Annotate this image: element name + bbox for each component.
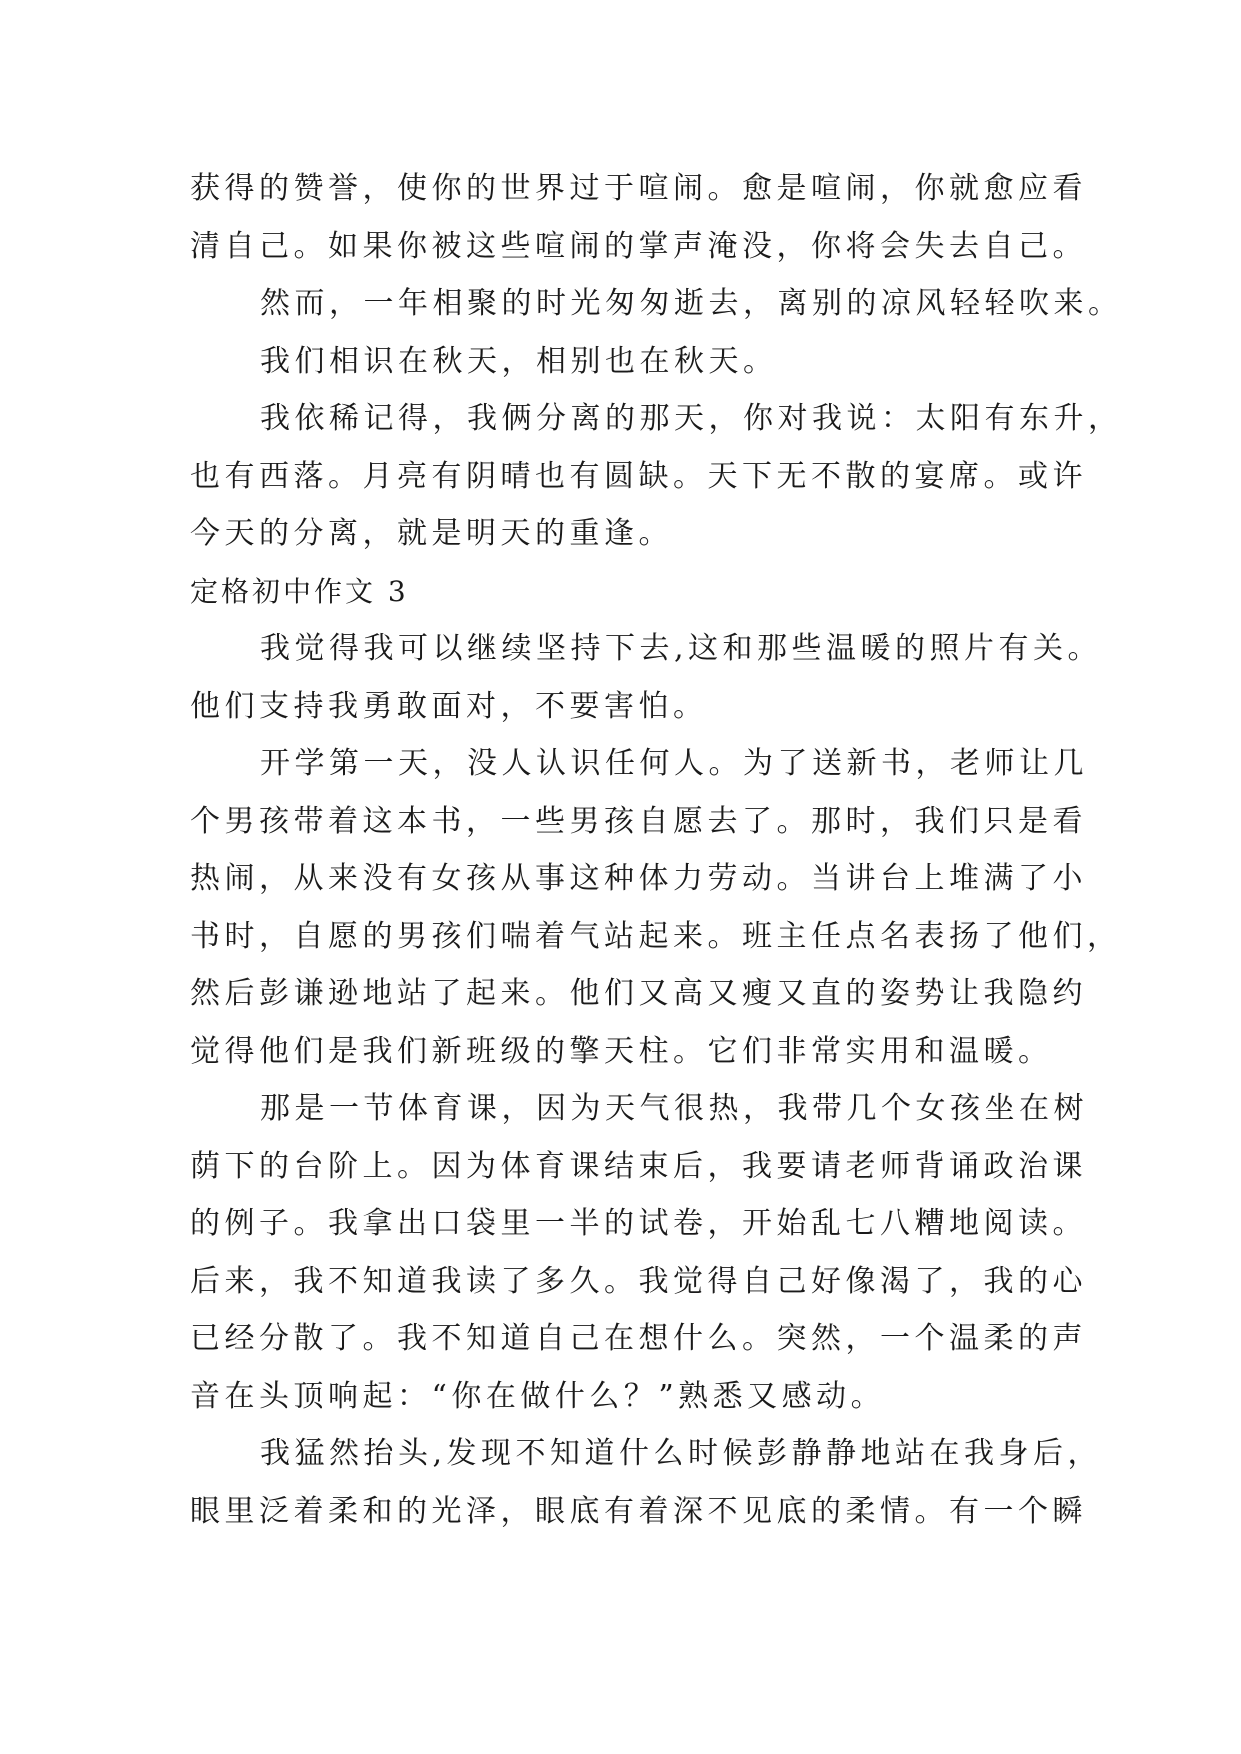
text-line: 觉得他们是我们新班级的擎天柱。它们非常实用和温暖。 (190, 1033, 1053, 1069)
text-line: 获得的赞誉，使你的世界过于喧闹。愈是喧闹，你就愈应看 (190, 171, 1087, 206)
text-line: 清自己。如果你被这些喧闹的掌声淹没，你将会失去自己。 (190, 228, 1087, 264)
text-line: 已经分散了。我不知道自己在想什么。突然，一个温柔的声 (190, 1321, 1087, 1356)
text-line: 个男孩带着这本书，一些男孩自愿去了。那时，我们只是看 (190, 803, 1087, 839)
text-line: 开学第一天，没人认识任何人。为了送新书，老师让几 (260, 746, 1088, 781)
text-line: 我们相识在秋天，相别也在秋天。 (260, 343, 778, 379)
text-line: 后来，我不知道我读了多久。我觉得自己好像渴了，我的心 (190, 1263, 1087, 1299)
text-line: 我依稀记得，我俩分离的那天，你对我说：太阳有东升， (260, 401, 1123, 436)
text-line: 也有西落。月亮有阴晴也有圆缺。天下无不散的宴席。或许 (190, 458, 1087, 494)
text-line: 热闹，从来没有女孩从事这种体力劳动。当讲台上堆满了小 (190, 861, 1087, 896)
document-body (190, 160, 1123, 1540)
text-line: 那是一节体育课，因为天气很热，我带几个女孩坐在树 (260, 1091, 1088, 1126)
text-line: 的例子。我拿出口袋里一半的试卷，开始乱七八糟地阅读。 (190, 1206, 1087, 1241)
text-line: 他们支持我勇敢面对，不要害怕。 (190, 688, 708, 724)
text-line: 今天的分离，就是明天的重逢。 (190, 516, 673, 551)
text-line: 荫下的台阶上。因为体育课结束后，我要请老师背诵政治课 (190, 1148, 1087, 1184)
text-line: 眼里泛着柔和的光泽，眼底有着深不见底的柔情。有一个瞬 (190, 1493, 1087, 1529)
text-line: 我猛然抬头,发现不知道什么时候彭静静地站在我身后， (260, 1436, 1103, 1471)
text-line: 然后彭谦逊地站了起来。他们又高又瘦又直的姿势让我隐约 (190, 976, 1087, 1011)
text-line: 然而，一年相聚的时光匆匆逝去，离别的凉风轻轻吹来。 (260, 286, 1123, 321)
section-heading: 定格初中作文 3 (190, 574, 409, 608)
text-line: 我觉得我可以继续坚持下去,这和那些温暖的照片有关。 (260, 631, 1103, 666)
text-line: 音在头顶响起：“你在做什么？”熟悉又感动。 (190, 1378, 886, 1414)
text-line: 书时，自愿的男孩们喘着气站起来。班主任点名表扬了他们， (190, 918, 1122, 954)
